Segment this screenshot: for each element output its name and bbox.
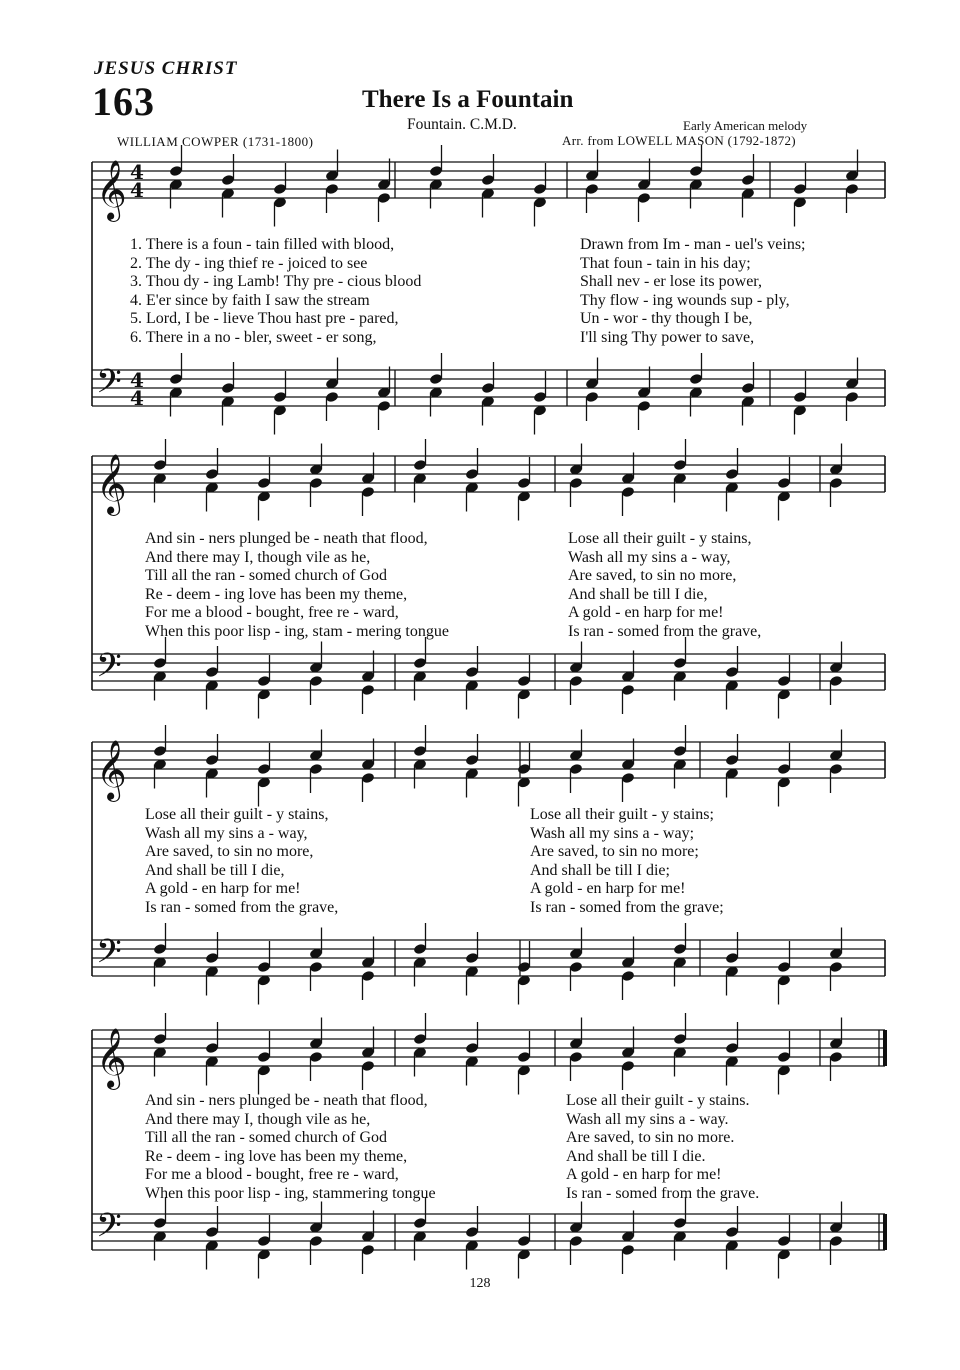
time-signature-bottom: 4 <box>130 178 144 202</box>
tune-name: Fountain. C.M.D. <box>407 116 517 133</box>
lyrics-system-4-left <box>145 1092 436 1203</box>
lyrics-system-2-right <box>568 530 761 641</box>
lyric-line: And there may I, though vile as he, <box>145 548 371 566</box>
treble-clef: 𝄞 <box>96 160 127 220</box>
lyric-line: Is ran - somed from the grave, <box>568 622 762 640</box>
hymn-title: There Is a Fountain <box>362 86 574 113</box>
lyric-line: And sin - ners plunged be - neath that flood, <box>145 1092 428 1109</box>
lyric-line: Till all the ran - somed church of God <box>145 567 388 584</box>
bass-clef: 𝄢 <box>96 363 122 409</box>
time-signature-bottom: 4 <box>130 386 144 410</box>
lyrics-system-4-right <box>566 1092 759 1203</box>
page-number: 128 <box>469 1276 491 1291</box>
lyric-line: Re - deem - ing love has been my theme, <box>145 1147 408 1165</box>
lyrics-system-2-left <box>145 530 449 641</box>
lyric-line: A gold - en harp for me! <box>530 880 686 897</box>
treble-clef: 𝄞 <box>96 1028 127 1088</box>
author-credit: WILLIAM COWPER (1731-1800) <box>117 134 314 149</box>
lyric-line: 6. There in a no - bler, sweet - er song, <box>130 328 377 346</box>
lyric-line: 4. E'er since by faith I saw the stream <box>130 291 370 309</box>
lyric-line: And there may I, though vile as he, <box>145 1110 371 1128</box>
lyric-line: I'll sing Thy power to save, <box>580 328 755 346</box>
lyric-line: Lose all their guilt - y stains. <box>566 1092 750 1109</box>
lyrics-system-3-left <box>145 806 338 917</box>
lyric-line: And sin - ners plunged be - neath that flood, <box>145 530 428 547</box>
lyric-line: Wash all my sins a - way, <box>568 548 731 566</box>
lyric-line: For me a blood - bought, free re - ward, <box>145 1166 399 1183</box>
lyric-line: 1. There is a foun - tain filled with blood, <box>130 236 395 253</box>
hymn-number: 163 <box>92 79 155 124</box>
lyric-line: 3. Thou dy - ing Lamb! Thy pre - cious blood <box>130 273 422 290</box>
lyric-line: Lose all their guilt - y stains; <box>530 806 714 823</box>
lyric-line: Till all the ran - somed church of God <box>145 1129 388 1146</box>
lyric-line: That foun - tain in his day; <box>580 254 751 272</box>
lyric-line: Are saved, to sin no more; <box>530 843 699 860</box>
lyric-line: Thy flow - ing wounds sup - ply, <box>580 291 790 309</box>
lyric-line: A gold - en harp for me! <box>568 604 724 621</box>
lyric-line: A gold - en harp for me! <box>566 1166 722 1183</box>
lyric-line: And shall be till I die; <box>530 861 670 879</box>
time-signature-top: 4 <box>130 368 144 392</box>
lyric-line: And shall be till I die. <box>566 1147 706 1165</box>
lyric-line: Wash all my sins a - way, <box>145 824 308 842</box>
lyric-line: And shall be till I die, <box>568 585 708 603</box>
lyric-line: Are saved, to sin no more, <box>568 567 737 584</box>
bass-clef: 𝄢 <box>96 1207 122 1253</box>
lyric-line: Wash all my sins a - way; <box>530 824 695 842</box>
bass-clef: 𝄢 <box>96 933 122 979</box>
lyric-line: A gold - en harp for me! <box>145 880 301 897</box>
treble-clef: 𝄞 <box>96 740 127 800</box>
lyric-line: Is ran - somed from the grave. <box>566 1184 760 1202</box>
lyric-line: 2. The dy - ing thief re - joiced to see <box>130 254 368 272</box>
melody-source: Early American melody <box>683 118 808 133</box>
lyrics-system-1-right <box>580 236 806 347</box>
treble-clef: 𝄞 <box>96 454 127 514</box>
bass-clef: 𝄢 <box>96 647 122 693</box>
lyrics-system-3-right <box>530 806 724 917</box>
lyric-line: Un - wor - thy though I be, <box>580 310 753 327</box>
time-signature-top: 4 <box>130 160 144 184</box>
lyric-line: Are saved, to sin no more. <box>566 1129 735 1146</box>
lyric-line: Shall nev - er lose its power, <box>580 273 762 290</box>
lyric-line: Wash all my sins a - way. <box>566 1110 729 1128</box>
section-heading: JESUS CHRIST <box>94 58 238 79</box>
lyric-line: Are saved, to sin no more, <box>145 843 314 860</box>
lyric-line: Re - deem - ing love has been my theme, <box>145 585 408 603</box>
lyric-line: Drawn from Im - man - uel's veins; <box>580 236 806 253</box>
lyric-line: Is ran - somed from the grave, <box>145 898 339 916</box>
arranger-credit: Arr. from LOWELL MASON (1792-1872) <box>562 133 796 148</box>
lyric-line: 5. Lord, I be - lieve Thou hast pre - pared, <box>130 310 399 327</box>
lyric-line: And shall be till I die, <box>145 861 285 879</box>
lyric-line: When this poor lisp - ing, stammering tongue <box>145 1184 436 1202</box>
lyrics-system-1-left <box>130 236 421 347</box>
lyric-line: For me a blood - bought, free re - ward, <box>145 604 399 621</box>
lyric-line: Lose all their guilt - y stains, <box>145 806 329 823</box>
lyric-line: When this poor lisp - ing, stam - mering tongue <box>145 622 449 640</box>
lyric-line: Lose all their guilt - y stains, <box>568 530 752 547</box>
lyric-line: Is ran - somed from the grave; <box>530 898 724 916</box>
